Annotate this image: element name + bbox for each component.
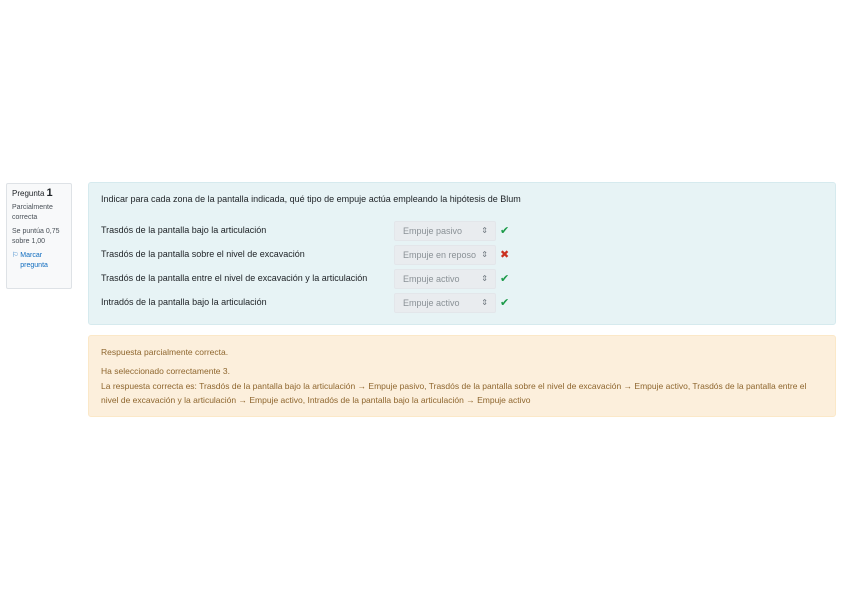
flag-question-link[interactable]: ⚐ Marcar pregunta xyxy=(12,252,48,269)
updown-caret-icon: ⇕ xyxy=(481,274,488,283)
question-state: Parcialmente correcta xyxy=(12,204,53,221)
question-grade: Se puntúa 0,75 sobre 1,00 xyxy=(12,228,60,245)
cross-icon: ✖ xyxy=(500,249,510,261)
answer-select[interactable]: Empuje pasivo ⇕ xyxy=(394,221,496,241)
general-feedback: Respuesta parcialmente correcta. xyxy=(101,347,229,357)
feedback-panel xyxy=(88,335,836,417)
match-row-label: Trasdós de la pantalla sobre el nivel de excavación xyxy=(101,249,305,259)
updown-caret-icon: ⇕ xyxy=(481,226,488,235)
question-info-panel xyxy=(6,183,72,289)
match-row-label: Trasdós de la pantalla entre el nivel de excavación y la articulación xyxy=(101,273,368,283)
check-icon: ✔ xyxy=(500,297,510,309)
match-row-label: Trasdós de la pantalla bajo la articulación xyxy=(101,225,267,235)
question-content xyxy=(88,182,836,325)
answer-select[interactable]: Empuje activo ⇕ xyxy=(394,269,496,289)
check-icon: ✔ xyxy=(500,273,510,285)
updown-caret-icon: ⇕ xyxy=(481,298,488,307)
answer-select[interactable]: Empuje en reposo ⇕ xyxy=(394,245,496,265)
updown-caret-icon: ⇕ xyxy=(481,250,488,259)
question-number: Pregunta 1 xyxy=(12,187,53,199)
question-prompt: Indicar para cada zona de la pantalla indicada, qué tipo de empuje actúa empleando la hipótesis de Blum xyxy=(101,194,521,204)
right-answer: La respuesta correcta es: Trasdós de la pantalla bajo la articulación → Empuje pasivo, Trasdós de la pantalla sobre el nivel de excavación → Empuje activo, Trasdós de la pantalla entre el nivel de excavación y la articulación → Empuje activo, Intradós de la pantalla bajo la articulación → Empuje activo xyxy=(101,381,807,405)
flag-icon: ⚐ xyxy=(12,252,19,259)
check-icon: ✔ xyxy=(500,225,510,237)
match-row-label: Intradós de la pantalla bajo la articulación xyxy=(101,297,267,307)
correct-count: Ha seleccionado correctamente 3. xyxy=(101,366,230,376)
answer-select[interactable]: Empuje activo ⇕ xyxy=(394,293,496,313)
